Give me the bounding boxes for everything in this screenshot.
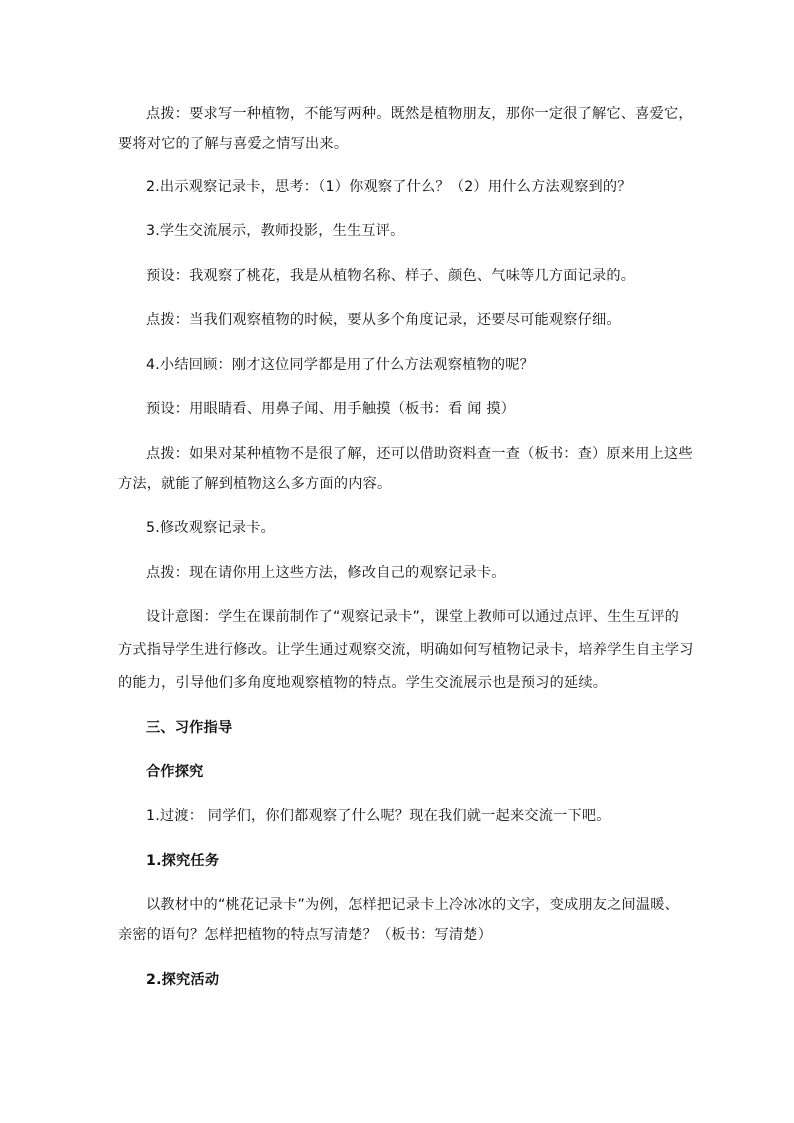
subheading-cooperative-inquiry: 合作探究 xyxy=(146,764,204,780)
step-4-summary: 4.小结回顾：刚才这位同学都是用了什么方法观察植物的呢？ xyxy=(146,357,535,373)
guidance-research-line1: 点拨：如果对某种植物不是很了解，还可以借助资料查一查（板书：查）原来用上这些 xyxy=(146,446,693,462)
design-intent-line1: 设计意图：学生在课前制作了“观察记录卡”，课堂上教师可以通过点评、生生互评的 xyxy=(146,609,680,625)
section-heading-writing-guidance: 三、习作指导 xyxy=(146,720,233,736)
guidance-revise: 点拨：现在请你用上这些方法，修改自己的观察记录卡。 xyxy=(146,565,506,581)
guidance-multiple-angles: 点拨：当我们观察植物的时候，要从多个角度记录，还要尽可能观察仔细。 xyxy=(146,312,621,328)
preset-senses: 预设：用眼睛看、用鼻子闻、用手触摸（板书：看 闻 摸） xyxy=(146,401,516,417)
transition-line: 1.过渡： 同学们，你们都观察了什么呢？现在我们就一起来交流一下吧。 xyxy=(146,808,611,824)
inquiry-task-line1: 以教材中的“桃花记录卡”为例，怎样把记录卡上冷冰冰的文字，变成朋友之间温暖、 xyxy=(146,897,680,913)
inquiry-task-line2: 亲密的语句？怎样把植物的特点写清楚？（板书：写清楚） xyxy=(118,927,493,943)
design-intent-line2: 方式指导学生进行修改。让学生通过观察交流，明确如何写植物记录卡，培养学生自主学习 xyxy=(118,642,694,658)
step-3-exchange: 3.学生交流展示，教师投影，生生互评。 xyxy=(146,223,405,239)
subheading-inquiry-activity: 2.探究活动 xyxy=(146,972,220,988)
paragraph-guidance-line2: 要将对它的了解与喜爱之情写出来。 xyxy=(118,136,349,152)
paragraph-guidance-line1: 点拨：要求写一种植物，不能写两种。既然是植物朋友，那你一定很了解它、喜爱它， xyxy=(146,106,693,122)
subheading-inquiry-task: 1.探究任务 xyxy=(146,853,220,869)
design-intent-line3: 的能力，引导他们多角度地观察植物的特点。学生交流展示也是预习的延续。 xyxy=(118,675,608,691)
guidance-research-line2: 方法，就能了解到植物这么多方面的内容。 xyxy=(118,476,392,492)
preset-peach-blossom: 预设：我观察了桃花，我是从植物名称、样子、颜色、气味等几方面记录的。 xyxy=(146,268,636,284)
step-2-show-card: 2.出示观察记录卡，思考：（1）你观察了什么？（2）用什么方法观察到的？ xyxy=(146,179,632,195)
step-5-revise-card: 5.修改观察记录卡。 xyxy=(146,520,276,536)
